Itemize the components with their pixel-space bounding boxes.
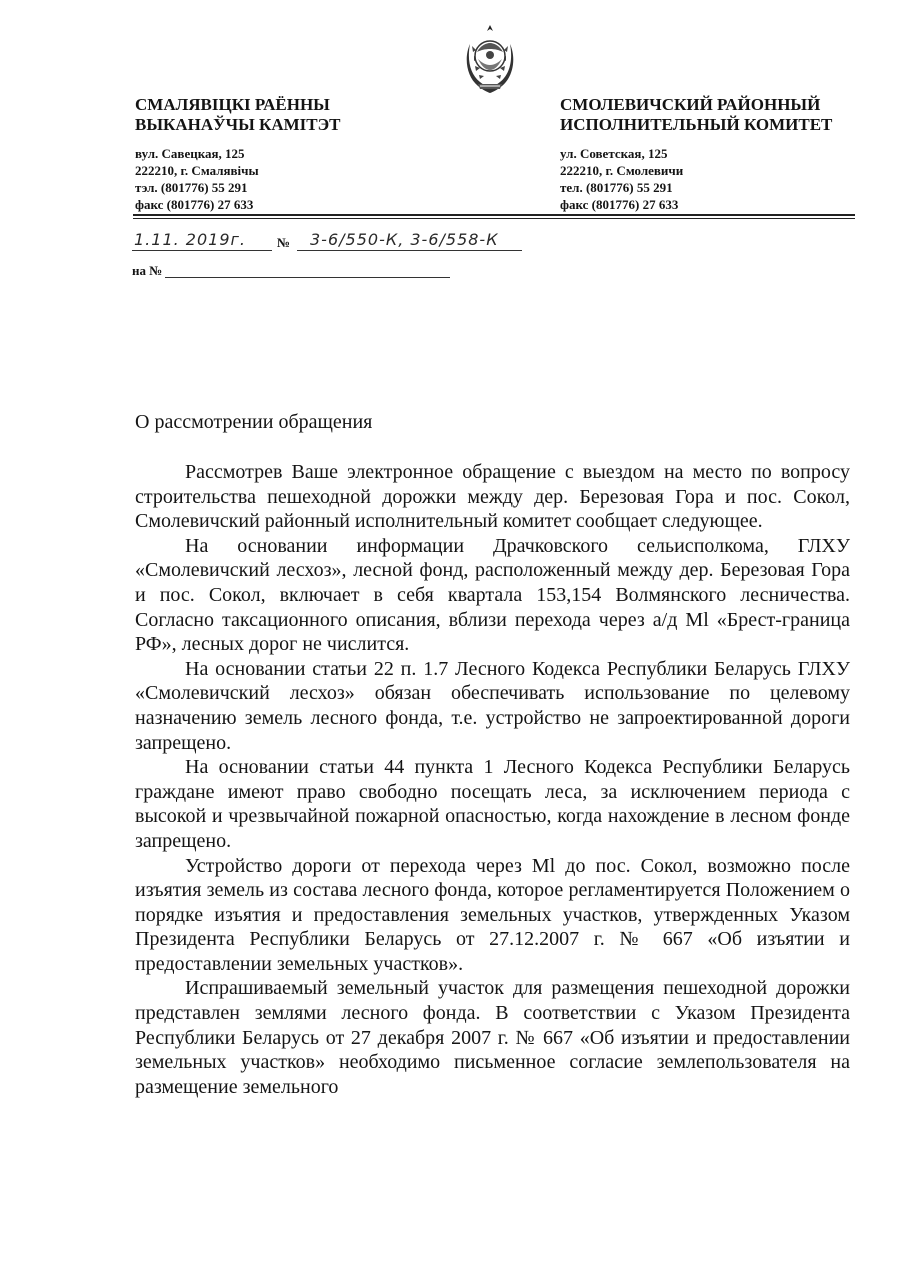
address-line: 222210, г. Смолевичи: [560, 163, 684, 178]
address-line: тел. (801776) 55 291: [560, 180, 673, 195]
handwritten-reg-number: 3-6/550-К, 3-6/558-К: [310, 230, 499, 249]
body-paragraph: Устройство дороги от перехода через Ml до пос. Сокол, возможно после изъятия земель из состава лесного фонда, которое регламентируется Положением о порядке изъятия и предоставления земельных участков, утвержденных Указом Президента Республики Беларусь от 27.12.2007 г. № 667 «Об изъятии и предоставлении земельных участков».: [135, 854, 850, 975]
org-name-belarusian: [135, 95, 341, 135]
registration-line: [132, 230, 552, 255]
body-paragraph: На основании статьи 44 пункта 1 Лесного Кодекса Республики Беларусь граждане имеют право свободно посещать леса, за исключением периода с высокой и чрезвычайной пожарной опасностью, когда нахождение в лесном фонде запрещено.: [135, 756, 850, 852]
address-line: вул. Савецкая, 125: [135, 146, 245, 161]
letter-body: [135, 460, 850, 1099]
number-label: №: [277, 235, 291, 250]
letter-subject: О рассмотрении обращения: [135, 411, 373, 433]
number-underline: [297, 250, 522, 251]
address-line: тэл. (801776) 55 291: [135, 180, 248, 195]
reply-to-underline: [165, 277, 450, 278]
reply-to-line: [132, 263, 162, 279]
address-line: факс (801776) 27 633: [560, 197, 679, 212]
header-divider-thin: [133, 218, 855, 219]
handwritten-date: 1.11. 2019г.: [134, 230, 247, 249]
state-emblem: [456, 22, 524, 96]
org-name-line: СМОЛЕВИЧСКИЙ РАЙОННЫЙ: [560, 95, 821, 114]
reply-to-label: на №: [132, 263, 163, 278]
body-paragraph: Испрашиваемый земельный участок для размещения пешеходной дорожки представлен землями лесного фонда. В соответствии с Указом Президента Республики Беларусь от 27 декабря 2007 г. № 667 «Об изъятии и предоставлении земельных участков» необходимо письменное согласие землепользователя на размещение земельного: [135, 977, 850, 1098]
org-name-russian: [560, 95, 832, 135]
address-russian: [560, 145, 683, 213]
address-line: 222210, г. Смалявічы: [135, 163, 259, 178]
address-belarusian: [135, 145, 259, 213]
header-divider: [133, 214, 855, 216]
date-underline: [132, 250, 272, 251]
address-line: ул. Советская, 125: [560, 146, 668, 161]
body-paragraph: На основании информации Драчковского сельисполкома, ГЛХУ «Смолевичский лесхоз», лесной фонд, расположенный между дер. Березовая Гора и пос. Сокол, включает в себя квартала 153,154 Волмянского лесничества. Согласно таксационного описания, вблизи перехода через а/д Ml «Брест-граница РФ», лесных дорог не числится.: [135, 534, 850, 656]
org-name-line: ВЫКАНАЎЧЫ КАМІТЭТ: [135, 115, 341, 134]
body-paragraph: На основании статьи 22 п. 1.7 Лесного Кодекса Республики Беларусь ГЛХУ «Смолевичский лесхоз» обязан обеспечивать использование по целевому назначению земель лесного фонда, т.е. устройство не запроектированной дороги запрещено.: [135, 657, 850, 754]
org-name-line: ИСПОЛНИТЕЛЬНЫЙ КОМИТЕТ: [560, 115, 833, 134]
org-name-line: СМАЛЯВІЦКІ РАЁННЫ: [135, 95, 330, 114]
address-line: факс (801776) 27 633: [135, 197, 254, 212]
body-paragraph: Рассмотрев Ваше электронное обращение с выездом на место по вопросу строительства пешеходной дорожки между дер. Березовая Гора и пос. Сокол, Смолевичский районный исполнительный комитет сообщает следующее.: [135, 461, 850, 533]
